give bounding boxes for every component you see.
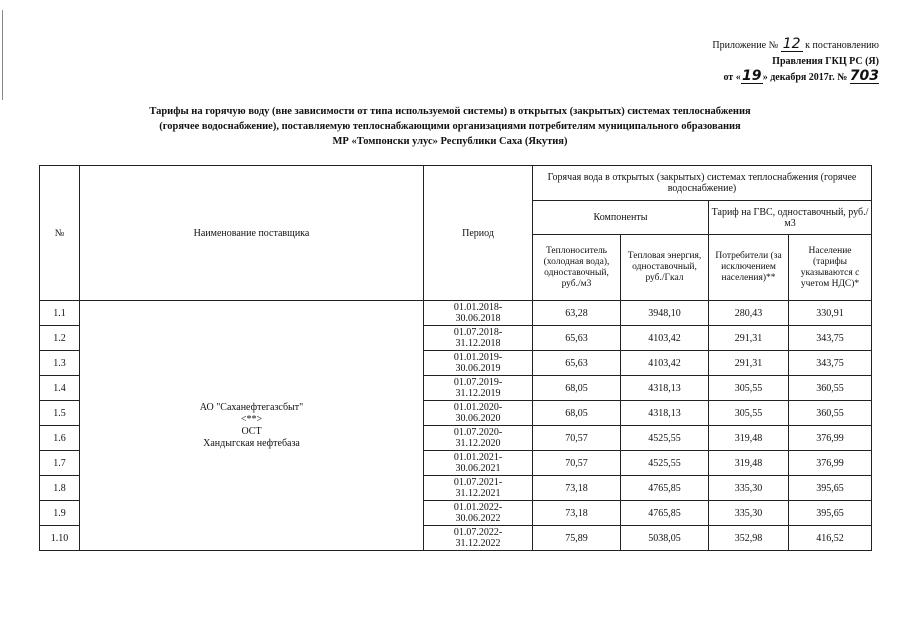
supplier-tax-system: ОСТ bbox=[241, 425, 262, 437]
appendix-number-handwritten: 12 bbox=[781, 38, 803, 52]
appendix-line-1 bbox=[559, 38, 879, 54]
row-heat-energy: 3948,10 bbox=[621, 301, 709, 326]
row-number: 1.1 bbox=[40, 301, 80, 326]
row-heat-carrier: 63,28 bbox=[533, 301, 621, 326]
title-line-3: МР «Томпонски улус» Республики Саха (Якутия) bbox=[332, 136, 568, 147]
row-period: 01.01.2021- 30.06.2021 bbox=[424, 451, 533, 476]
date-prefix: от « bbox=[723, 72, 741, 83]
row-population: 376,99 bbox=[789, 426, 872, 451]
row-number: 1.6 bbox=[40, 426, 80, 451]
row-population: 395,65 bbox=[789, 501, 872, 526]
row-heat-energy: 4525,55 bbox=[621, 451, 709, 476]
row-period: 01.01.2022- 30.06.2022 bbox=[424, 501, 533, 526]
header-consumers: Потребители (за исключением населения)** bbox=[709, 235, 789, 301]
resolution-number-handwritten: 703 bbox=[849, 68, 879, 84]
header-period: Период bbox=[424, 166, 533, 301]
row-population: 395,65 bbox=[789, 476, 872, 501]
header-population: Население (тарифы указываются с учетом НДС)* bbox=[789, 235, 872, 301]
row-heat-energy: 5038,05 bbox=[621, 526, 709, 551]
table-row bbox=[40, 301, 872, 326]
row-consumers: 291,31 bbox=[709, 326, 789, 351]
row-period: 01.07.2021- 31.12.2021 bbox=[424, 476, 533, 501]
row-consumers: 335,30 bbox=[709, 501, 789, 526]
appendix-prefix: Приложение № bbox=[712, 40, 779, 51]
row-population: 343,75 bbox=[789, 326, 872, 351]
row-number: 1.3 bbox=[40, 351, 80, 376]
scan-edge-line bbox=[2, 10, 3, 100]
row-consumers: 319,48 bbox=[709, 426, 789, 451]
supplier-name: АО "Саханефтегазсбыт" bbox=[199, 401, 304, 413]
header-heat-energy: Тепловая энергия, одноставочный, руб./Гкал bbox=[621, 235, 709, 301]
document-title bbox=[70, 104, 830, 149]
date-day-handwritten: 19 bbox=[741, 68, 762, 84]
row-period: 01.01.2018- 30.06.2018 bbox=[424, 301, 533, 326]
row-heat-energy: 4103,42 bbox=[621, 326, 709, 351]
row-population: 330,91 bbox=[789, 301, 872, 326]
appendix-line-3 bbox=[559, 70, 879, 86]
row-heat-carrier: 65,63 bbox=[533, 351, 621, 376]
title-line-2: (горячее водоснабжение), поставляемую теплоснабжающими организациями потребителям муниципального образования bbox=[159, 121, 741, 132]
row-population: 343,75 bbox=[789, 351, 872, 376]
row-heat-energy: 4765,85 bbox=[621, 501, 709, 526]
row-population: 360,55 bbox=[789, 376, 872, 401]
row-period: 01.07.2020- 31.12.2020 bbox=[424, 426, 533, 451]
row-heat-carrier: 73,18 bbox=[533, 476, 621, 501]
row-heat-carrier: 68,05 bbox=[533, 376, 621, 401]
row-number: 1.8 bbox=[40, 476, 80, 501]
row-heat-carrier: 68,05 bbox=[533, 401, 621, 426]
row-heat-carrier: 75,89 bbox=[533, 526, 621, 551]
row-heat-energy: 4525,55 bbox=[621, 426, 709, 451]
row-heat-carrier: 73,18 bbox=[533, 501, 621, 526]
row-population: 376,99 bbox=[789, 451, 872, 476]
row-number: 1.10 bbox=[40, 526, 80, 551]
row-heat-carrier: 70,57 bbox=[533, 426, 621, 451]
row-number: 1.4 bbox=[40, 376, 80, 401]
supplier-cell bbox=[80, 301, 424, 551]
date-mid: » декабря 2017г. № bbox=[762, 72, 848, 83]
row-consumers: 352,98 bbox=[709, 526, 789, 551]
row-heat-carrier: 70,57 bbox=[533, 451, 621, 476]
appendix-header bbox=[559, 38, 879, 86]
header-components: Компоненты bbox=[533, 201, 709, 235]
row-consumers: 319,48 bbox=[709, 451, 789, 476]
row-consumers: 291,31 bbox=[709, 351, 789, 376]
header-tariff-group: Тариф на ГВС, одноставочный, руб./м3 bbox=[709, 201, 872, 235]
row-number: 1.9 bbox=[40, 501, 80, 526]
header-number: № bbox=[40, 166, 80, 301]
header-hot-water-group: Горячая вода в открытых (закрытых) системах теплоснабжения (горячее водоснабжение) bbox=[533, 166, 872, 201]
row-heat-energy: 4765,85 bbox=[621, 476, 709, 501]
appendix-suffix: к постановлению bbox=[805, 40, 879, 51]
row-period: 01.01.2019- 30.06.2019 bbox=[424, 351, 533, 376]
row-period: 01.01.2020- 30.06.2020 bbox=[424, 401, 533, 426]
row-heat-energy: 4318,13 bbox=[621, 401, 709, 426]
row-period: 01.07.2019- 31.12.2019 bbox=[424, 376, 533, 401]
supplier-note-marker: <**> bbox=[240, 413, 263, 425]
row-number: 1.2 bbox=[40, 326, 80, 351]
supplier-branch: Хандыгская нефтебаза bbox=[203, 437, 300, 449]
row-heat-energy: 4103,42 bbox=[621, 351, 709, 376]
tariff-table bbox=[39, 165, 872, 551]
header-heat-carrier: Теплоноситель (холодная вода), одноставочный, руб./м3 bbox=[533, 235, 621, 301]
row-consumers: 280,43 bbox=[709, 301, 789, 326]
row-heat-energy: 4318,13 bbox=[621, 376, 709, 401]
row-consumers: 305,55 bbox=[709, 376, 789, 401]
row-number: 1.7 bbox=[40, 451, 80, 476]
row-period: 01.07.2018- 31.12.2018 bbox=[424, 326, 533, 351]
row-number: 1.5 bbox=[40, 401, 80, 426]
header-supplier: Наименование поставщика bbox=[80, 166, 424, 301]
appendix-line-2: Правления ГКЦ РС (Я) bbox=[772, 56, 879, 67]
row-population: 416,52 bbox=[789, 526, 872, 551]
title-line-1: Тарифы на горячую воду (вне зависимости от типа используемой системы) в открытых (закрытых) системах теплоснабжения bbox=[149, 106, 751, 117]
row-consumers: 305,55 bbox=[709, 401, 789, 426]
row-heat-carrier: 65,63 bbox=[533, 326, 621, 351]
row-population: 360,55 bbox=[789, 401, 872, 426]
row-period: 01.07.2022- 31.12.2022 bbox=[424, 526, 533, 551]
row-consumers: 335,30 bbox=[709, 476, 789, 501]
